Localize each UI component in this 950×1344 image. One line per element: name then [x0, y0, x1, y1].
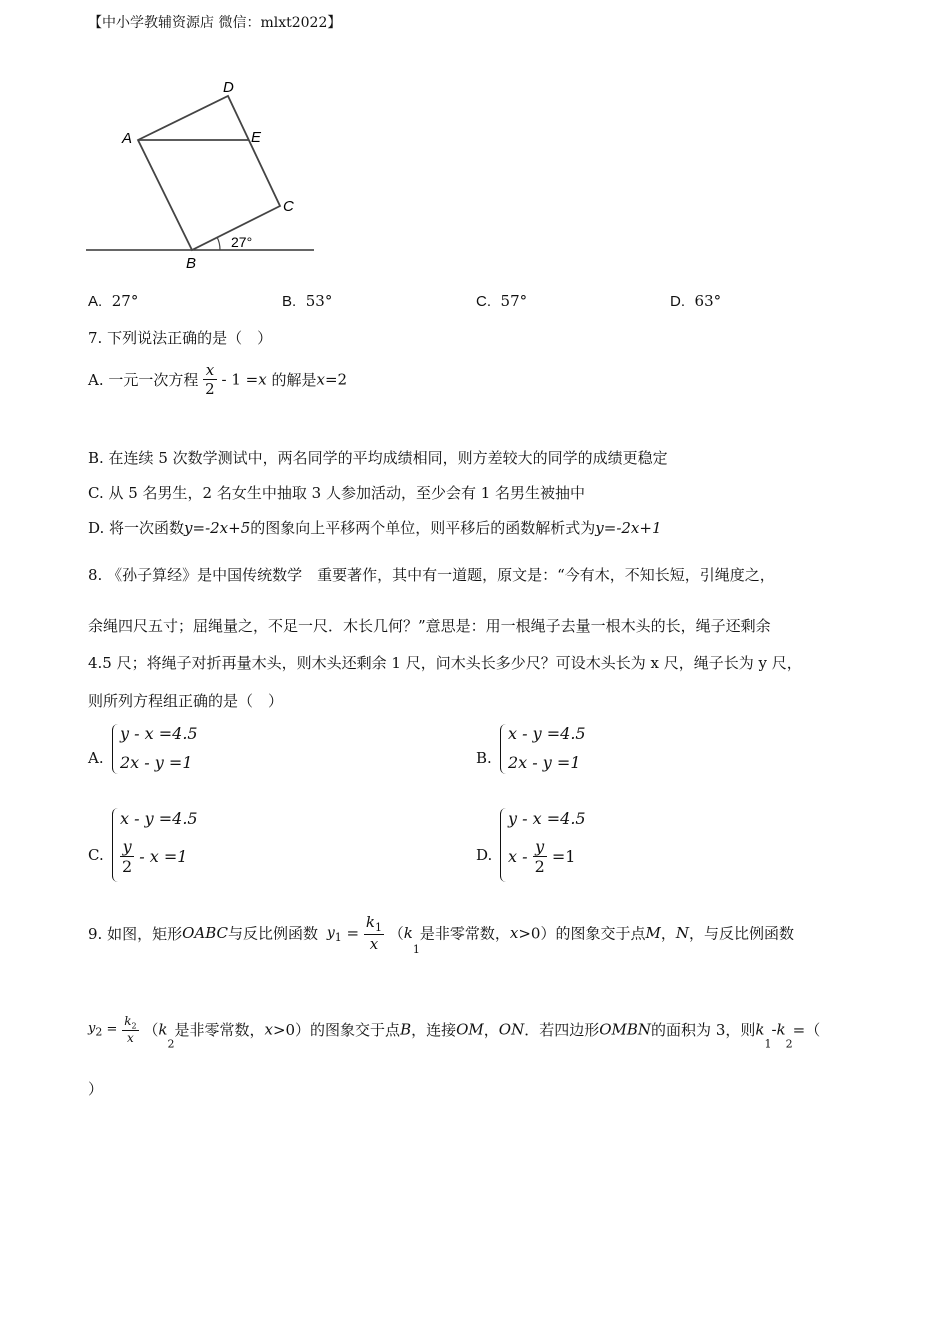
point-b: B [400, 1020, 412, 1039]
q9-text: 是非零常数， [174, 1021, 265, 1040]
k1-symbol: k [755, 1020, 765, 1039]
equation-rest: - 1 = [221, 370, 259, 389]
y1-symbol: y [326, 924, 335, 941]
fraction-numerator: $k_1$ [365, 913, 382, 934]
option-text: 57° [500, 292, 528, 310]
k1-subscript: 1 [412, 943, 420, 956]
option-letter: B. [282, 293, 297, 310]
q7-option-a[interactable] [88, 361, 347, 398]
option-a-prefix: A. 一元一次方程 [88, 371, 199, 389]
equation-pre: x - [508, 847, 528, 866]
equation-rest: =1 [551, 847, 576, 866]
q7-option-b[interactable]: B. 在连续 5 次数学测试中，两名同学的平均成绩相同，则方差较大的同学的成绩更稳定 [88, 449, 668, 467]
q7-option-d[interactable] [88, 517, 662, 538]
fraction-denominator: x [126, 1031, 134, 1046]
q7-stem: 7. 下列说法正确的是（ ） [88, 329, 273, 347]
q8-c-eq1: x - y =4.5 [120, 809, 198, 828]
brace [500, 808, 506, 882]
q8-b-eq2: 2x - y =1 [508, 753, 581, 772]
q8-d-eq2 [508, 837, 575, 876]
k2-symbol: k [776, 1020, 786, 1039]
q9-text: （ [143, 1021, 159, 1040]
k1-subscript: 1 [764, 1037, 772, 1051]
fraction-denominator: 2 [205, 380, 215, 398]
rect-name: OABC [182, 924, 229, 942]
fraction-numerator: y [120, 837, 134, 857]
brace [112, 808, 118, 882]
function-1: y=-2x+5 [184, 519, 251, 537]
q8-d-eq1: y - x =4.5 [508, 809, 586, 828]
q8-line-2: 余绳四尺五寸；屈绳量之，不足一尺．木长几何？”意思是：用一根绳子去量一根木头的长，绳子还剩余 [88, 617, 771, 635]
fraction-denominator: x [369, 935, 379, 953]
segment-on: ON [498, 1020, 525, 1039]
equation-rest: - x =1 [139, 847, 188, 866]
q6-option-b[interactable] [282, 292, 332, 310]
label-c: C [283, 198, 294, 215]
brace [500, 724, 506, 774]
q7-option-c[interactable]: C. 从 5 名男生，2 名女生中抽取 3 人参加活动，至少会有 1 名男生被抽中 [88, 484, 586, 502]
q9-text: （ [388, 924, 404, 943]
y2-symbol: y [88, 1020, 96, 1036]
q8-option-b-letter[interactable]: B. [476, 749, 492, 767]
option-letter: C. [476, 293, 491, 310]
fraction-k2-over-x [122, 1014, 138, 1045]
q9-text: 9. 如图，矩形 [88, 924, 183, 943]
fraction-x-over-2 [203, 361, 217, 398]
suffix-var: x [316, 370, 325, 389]
equation-var: x [258, 370, 267, 389]
comma: ， [483, 1021, 499, 1040]
q6-option-c[interactable] [476, 292, 527, 310]
q8-option-c-letter[interactable]: C. [88, 846, 104, 864]
option-text: 53° [305, 292, 333, 310]
q9-text: ．若四边形 [524, 1021, 600, 1040]
q8-b-eq1: x - y =4.5 [508, 724, 586, 743]
q8-line-4: 则所列方程组正确的是（ ） [88, 692, 284, 710]
fraction-numerator: x [203, 361, 217, 380]
angle-label: 27° [231, 234, 253, 250]
minus-sign: - [771, 1020, 777, 1039]
k1-symbol: k [403, 924, 413, 942]
y1-subscript: 1 [334, 930, 342, 944]
equals-sign: = [346, 924, 360, 942]
fraction-y-over-2 [533, 837, 547, 876]
function-2: y=-2x+1 [595, 519, 662, 537]
segment-om: OM [456, 1020, 484, 1039]
geometry-figure [80, 70, 330, 270]
option-text: 27° [111, 292, 139, 310]
suffix-value: =2 [324, 370, 348, 389]
comma: ， [660, 924, 676, 943]
quad-ombn: OMBN [599, 1020, 652, 1039]
k2-subscript: 2 [167, 1037, 175, 1051]
q9-text: >0）的图象交于点 [518, 924, 646, 943]
q9-text: >0）的图象交于点 [272, 1021, 401, 1040]
point-m: M [645, 924, 661, 942]
q9-text: 的面积为 3，则 [651, 1021, 756, 1040]
q9-text: ，与反比例函数 [688, 924, 794, 943]
page-header: 【中小学教辅资源店 微信：mlxt2022】 [88, 15, 342, 31]
label-a: A [122, 130, 133, 147]
q9-line-1 [88, 913, 794, 973]
option-letter: A. [88, 293, 103, 310]
label-d: D [223, 79, 234, 96]
angle-arc [217, 237, 220, 250]
q9-line-2 [88, 1014, 820, 1060]
fraction-k1-over-x [364, 913, 384, 953]
fraction-y-over-2 [120, 837, 134, 876]
x-symbol: x [509, 924, 519, 942]
q8-c-eq2 [120, 837, 187, 876]
option-text: 63° [694, 292, 722, 310]
q8-a-eq2: 2x - y =1 [120, 753, 193, 772]
option-letter: D. [670, 293, 685, 310]
fraction-numerator: $k_2$ [124, 1014, 137, 1031]
equals-sign: = [106, 1022, 118, 1038]
x-symbol: x [264, 1020, 273, 1039]
option-a-suffix: 的解是 [271, 371, 317, 389]
fraction-denominator: 2 [534, 857, 545, 876]
q8-option-d-letter[interactable]: D. [476, 846, 493, 864]
option-d-text1: D. 将一次函数 [88, 519, 185, 537]
fraction-denominator: 2 [122, 857, 133, 876]
q8-line-1: 8. 《孙子算经》是中国传统数学 重要著作，其中有一道题，原文是：“今有木，不知长短，引绳度之， [88, 566, 775, 584]
fraction-numerator: y [533, 837, 547, 857]
q8-a-eq1: y - x =4.5 [120, 724, 198, 743]
brace [112, 724, 118, 774]
label-b: B [186, 255, 197, 270]
option-d-text2: 的图象向上平移两个单位，则平移后的函数解析式为 [250, 519, 596, 537]
k2-subscript: 2 [785, 1037, 793, 1051]
k2-symbol: k [158, 1020, 168, 1039]
label-e: E [251, 129, 262, 146]
point-n: N [675, 924, 689, 942]
y2-subscript: 2 [95, 1025, 103, 1039]
q6-option-a[interactable] [88, 292, 138, 310]
q6-option-d[interactable] [670, 292, 721, 310]
q9-text: =（ [792, 1021, 821, 1040]
rectangle-abcd [138, 96, 280, 250]
q9-text: 是非零常数， [419, 924, 510, 943]
q9-text: ，连接 [411, 1021, 457, 1040]
q8-option-a-letter[interactable]: A. [88, 749, 104, 767]
q8-line-3: 4.5 尺；将绳子对折再量木头，则木头还剩余 1 尺，问木头长多少尺？可设木头长为 x 尺，绳子长为 y 尺， [88, 654, 802, 672]
q9-close-paren: ） [88, 1080, 104, 1098]
q9-text: 与反比例函数 [228, 924, 319, 943]
